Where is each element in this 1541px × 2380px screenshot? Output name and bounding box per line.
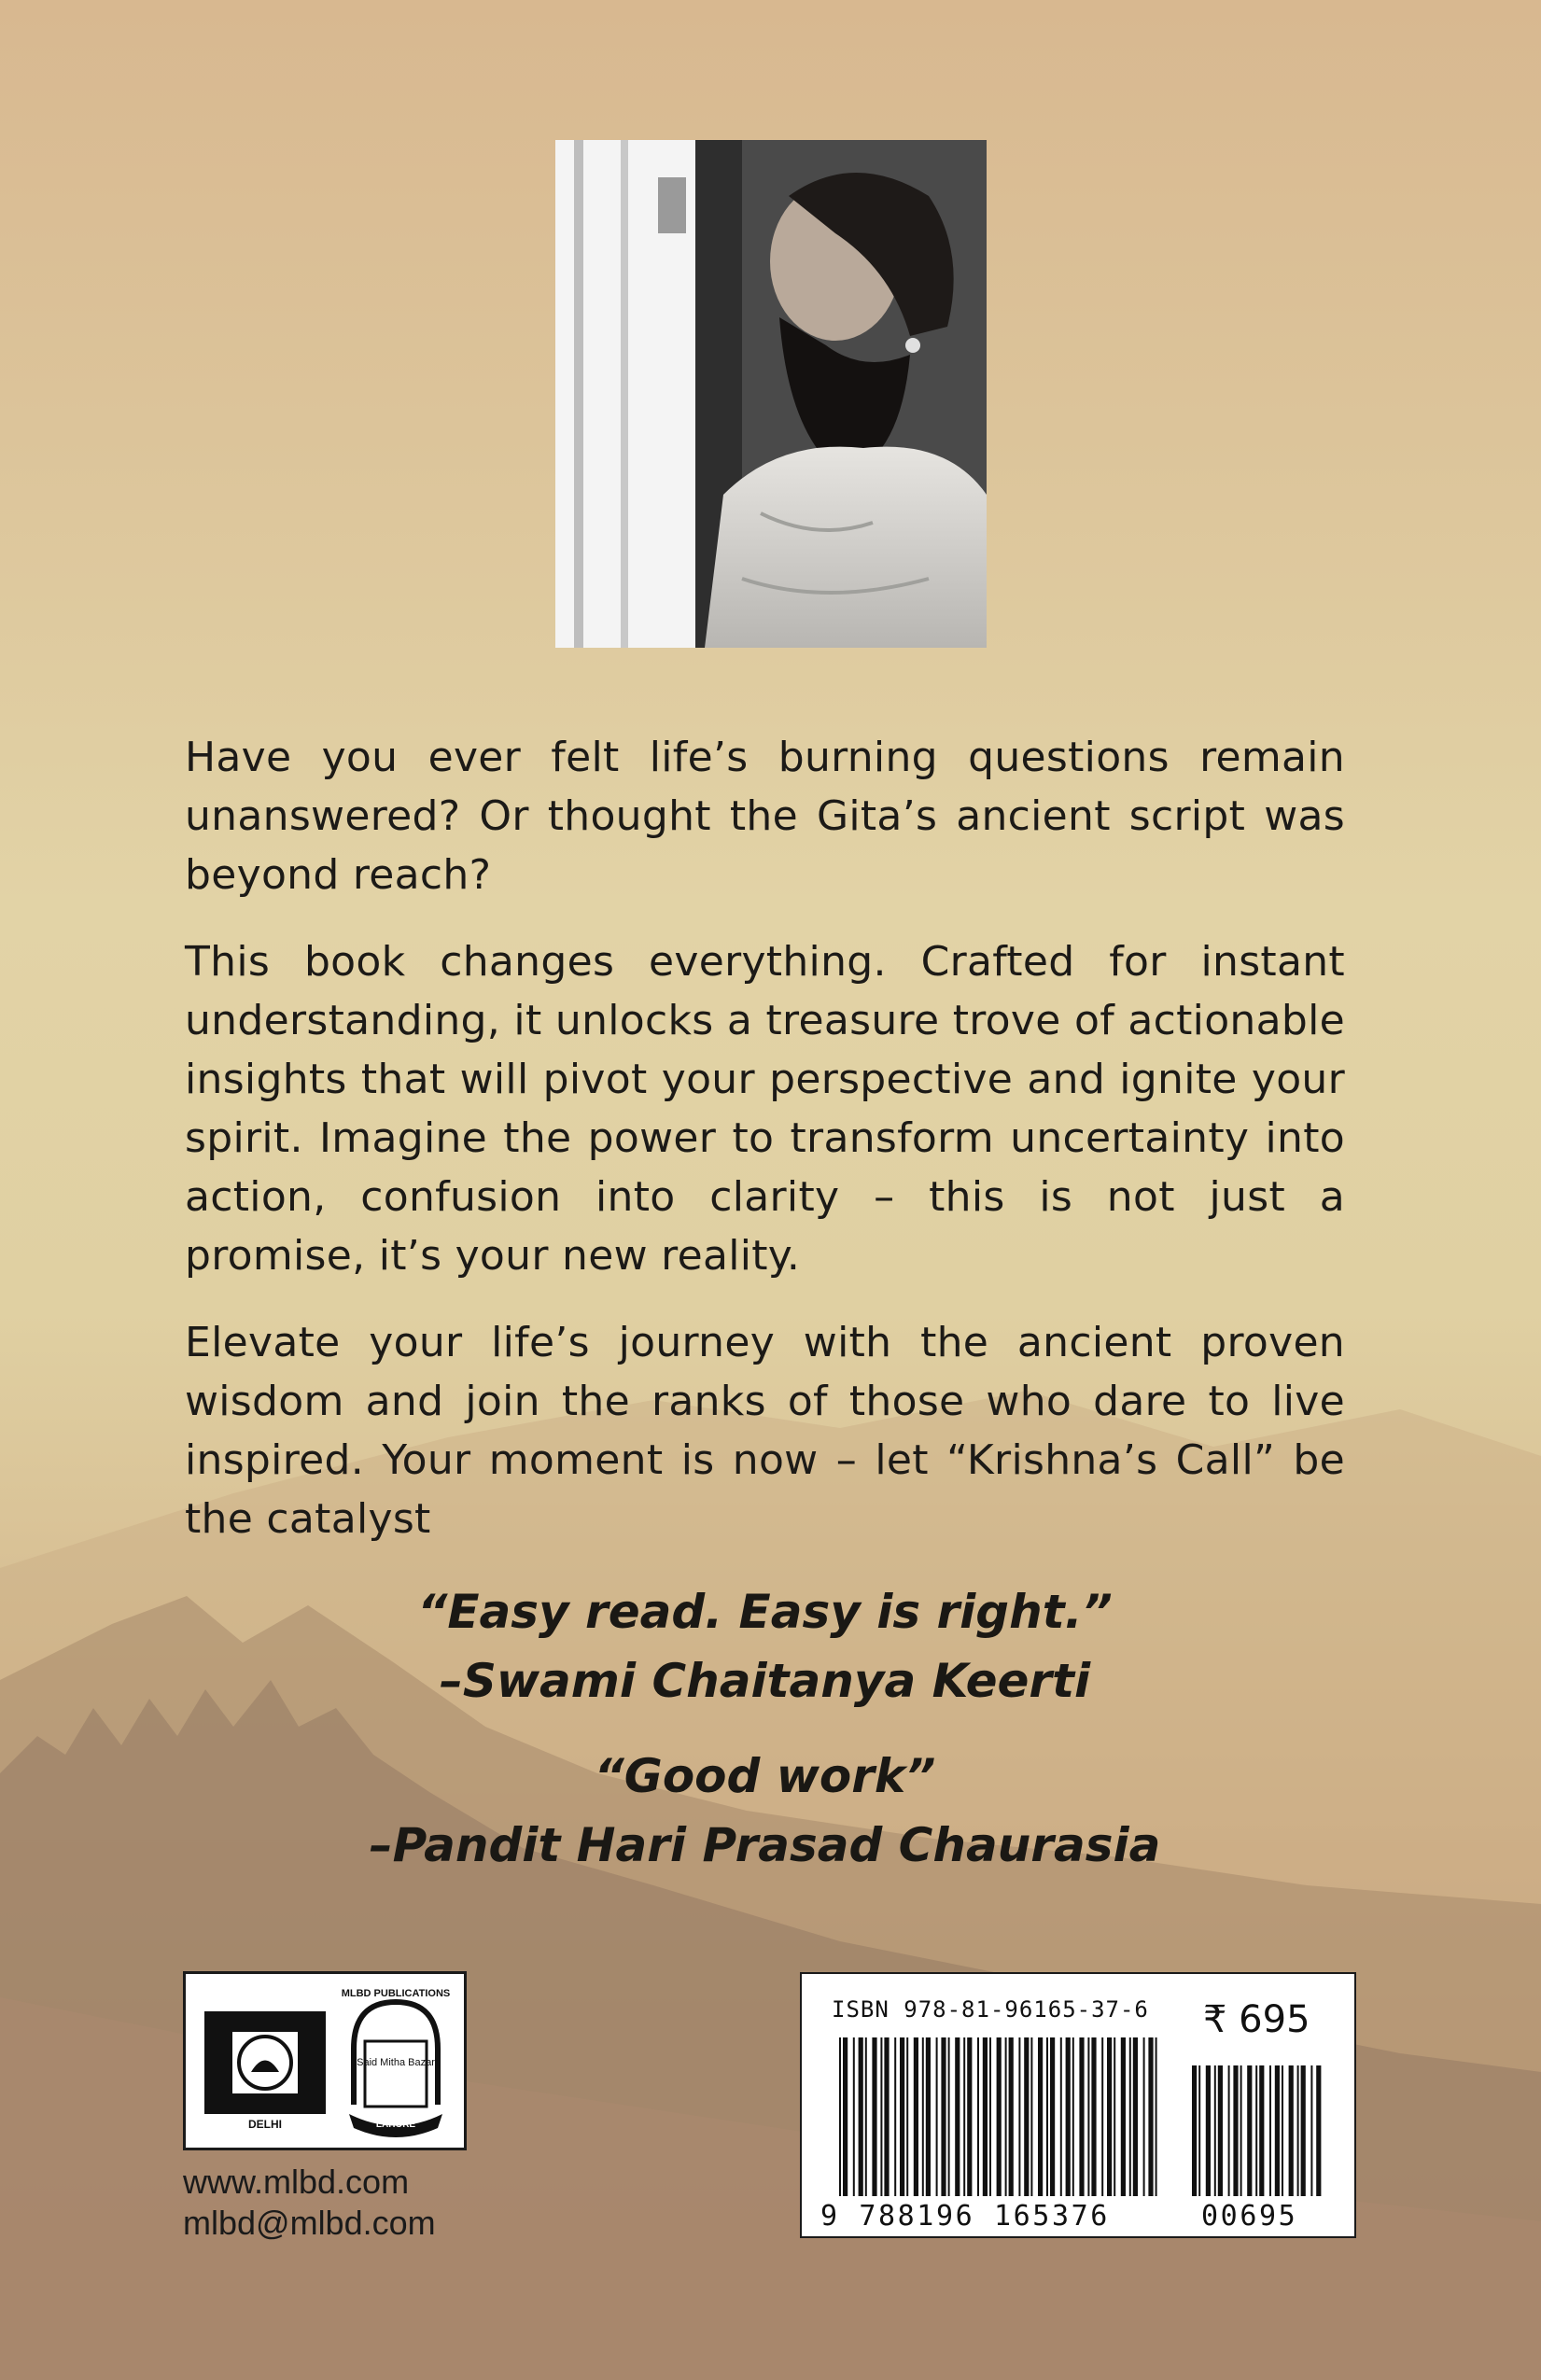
endorsement-2 xyxy=(185,1742,1345,1880)
publisher-logos xyxy=(183,1971,467,2150)
addon-barcode-icon xyxy=(1192,2065,1332,2205)
quote-text: “Good work” xyxy=(594,1749,936,1803)
blurb-paragraph-1: Have you ever felt life’s burning questions remain unanswered? Or thought the Gita’s ancient script was beyond reach? xyxy=(185,734,1345,899)
logo-right-bottom: LAHORE xyxy=(375,2120,416,2130)
blurb-paragraph-2: This book changes everything. Crafted for instant understanding, it unlocks a treasure trove of actionable insights that will pivot your perspective and ignite your spirit. Imagine the power to transform uncertainty into action, confusion into clarity – this is not just a promise, it’s your new reality. xyxy=(185,938,1345,1280)
isbn-number: ISBN 978-81-96165-37-6 xyxy=(832,1996,1149,2023)
quote-author: –Pandit Hari Prasad Chaurasia xyxy=(369,1818,1161,1872)
endorsement-1 xyxy=(185,1577,1345,1715)
quote-text: “Easy read. Easy is right.” xyxy=(417,1585,1113,1639)
back-cover-blurb xyxy=(185,728,1345,1576)
website-link[interactable]: www.mlbd.com xyxy=(183,2163,410,2201)
addon-digits: 00695 xyxy=(1201,2200,1298,2233)
ean-barcode-icon xyxy=(839,2037,1175,2215)
isbn-barcode-box xyxy=(800,1972,1356,2238)
logo-right-top: MLBD PUBLICATIONS xyxy=(341,1988,451,1999)
logo-left-text: DELHI xyxy=(248,2118,282,2131)
mlbd-lahore-logo xyxy=(342,1988,451,2137)
email-link[interactable]: mlbd@mlbd.com xyxy=(183,2204,436,2242)
blurb-paragraph-3: Elevate your life’s journey with the ancient proven wisdom and join the ranks of those who dare to live inspired. Your moment is now – let “Krishna’s Call” be the catalyst xyxy=(185,1319,1345,1543)
mlbd-delhi-logo xyxy=(204,2011,326,2131)
logo-right-mid: Said Mitha Bazar xyxy=(357,2057,435,2068)
endorsements xyxy=(185,1577,1345,1906)
quote-author: –Swami Chaitanya Keerti xyxy=(439,1654,1091,1708)
author-photo xyxy=(555,140,987,648)
ean-digits: 9 788196 165376 xyxy=(820,2200,1110,2233)
price-label: ₹ 695 xyxy=(1203,1998,1310,2041)
publisher-contact xyxy=(183,2162,436,2244)
